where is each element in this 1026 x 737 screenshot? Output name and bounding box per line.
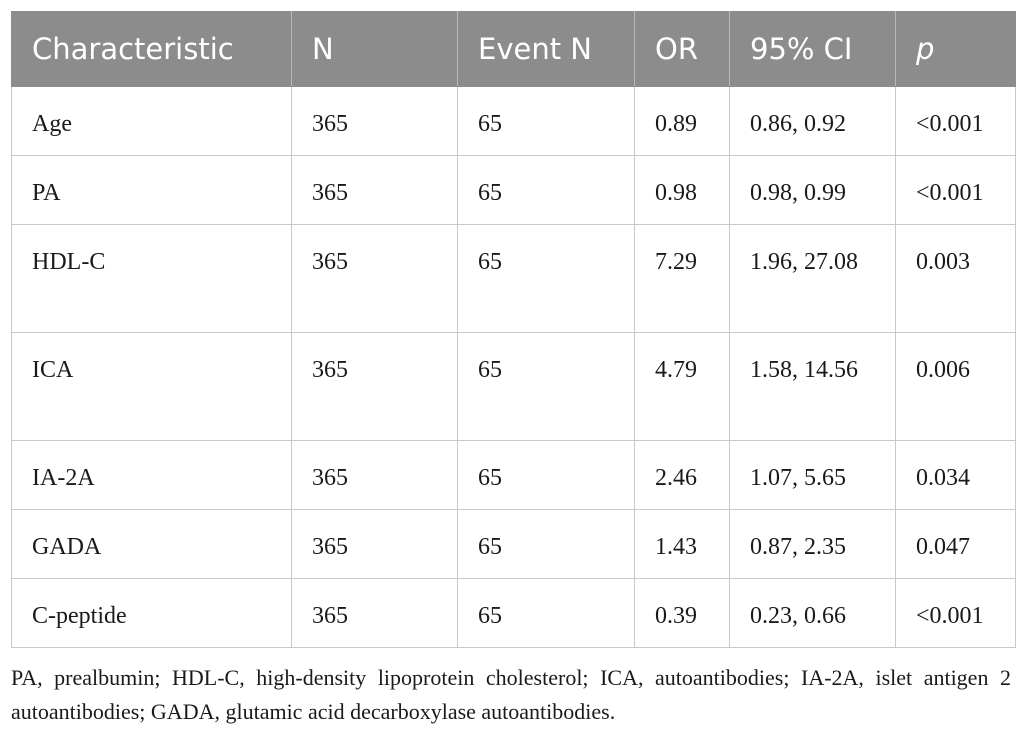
cell-ci: 0.87, 2.35 <box>730 510 896 579</box>
cell-event-n: 65 <box>458 333 635 441</box>
table-footnote: PA, prealbumin; HDL-C, high-density lipoprotein cholesterol; ICA, autoantibodies; IA-2A, islet antigen 2 autoantibodies; GADA, glutamic acid decarboxylase autoantibodies. <box>11 665 1011 724</box>
cell-n: 365 <box>292 333 458 441</box>
table-row <box>12 441 1016 510</box>
table-row <box>12 156 1016 225</box>
cell-or: 1.43 <box>635 510 730 579</box>
table-body <box>12 87 1016 648</box>
table-row <box>12 510 1016 579</box>
cell-characteristic: HDL-C <box>12 225 292 333</box>
cell-or: 0.89 <box>635 87 730 156</box>
header-characteristic: Characteristic <box>12 12 292 87</box>
cell-characteristic: Age <box>12 87 292 156</box>
cell-or: 2.46 <box>635 441 730 510</box>
cell-or: 0.39 <box>635 579 730 648</box>
cell-characteristic: IA-2A <box>12 441 292 510</box>
header-row <box>12 12 1016 87</box>
cell-p: <0.001 <box>896 87 1016 156</box>
cell-or: 0.98 <box>635 156 730 225</box>
cell-characteristic: PA <box>12 156 292 225</box>
cell-characteristic: ICA <box>12 333 292 441</box>
cell-or: 4.79 <box>635 333 730 441</box>
cell-n: 365 <box>292 510 458 579</box>
cell-event-n: 65 <box>458 225 635 333</box>
cell-event-n: 65 <box>458 156 635 225</box>
cell-characteristic: GADA <box>12 510 292 579</box>
cell-p: 0.047 <box>896 510 1016 579</box>
cell-ci: 0.23, 0.66 <box>730 579 896 648</box>
cell-n: 365 <box>292 87 458 156</box>
header-or: OR <box>635 12 730 87</box>
cell-event-n: 65 <box>458 579 635 648</box>
cell-n: 365 <box>292 441 458 510</box>
cell-n: 365 <box>292 156 458 225</box>
table-row <box>12 225 1016 333</box>
results-table <box>11 11 1016 648</box>
header-ci: 95% CI <box>730 12 896 87</box>
cell-ci: 1.07, 5.65 <box>730 441 896 510</box>
cell-p: 0.034 <box>896 441 1016 510</box>
cell-event-n: 65 <box>458 441 635 510</box>
cell-p: 0.003 <box>896 225 1016 333</box>
cell-p: 0.006 <box>896 333 1016 441</box>
table-row <box>12 333 1016 441</box>
cell-n: 365 <box>292 579 458 648</box>
cell-ci: 0.98, 0.99 <box>730 156 896 225</box>
cell-or: 7.29 <box>635 225 730 333</box>
table-header <box>12 12 1016 87</box>
header-p: p <box>896 12 1016 87</box>
cell-n: 365 <box>292 225 458 333</box>
cell-event-n: 65 <box>458 510 635 579</box>
cell-ci: 1.58, 14.56 <box>730 333 896 441</box>
table-row <box>12 579 1016 648</box>
cell-characteristic: C-peptide <box>12 579 292 648</box>
header-n: N <box>292 12 458 87</box>
cell-p: <0.001 <box>896 156 1016 225</box>
table-row <box>12 87 1016 156</box>
cell-event-n: 65 <box>458 87 635 156</box>
header-event-n: Event N <box>458 12 635 87</box>
cell-p: <0.001 <box>896 579 1016 648</box>
cell-ci: 1.96, 27.08 <box>730 225 896 333</box>
cell-ci: 0.86, 0.92 <box>730 87 896 156</box>
